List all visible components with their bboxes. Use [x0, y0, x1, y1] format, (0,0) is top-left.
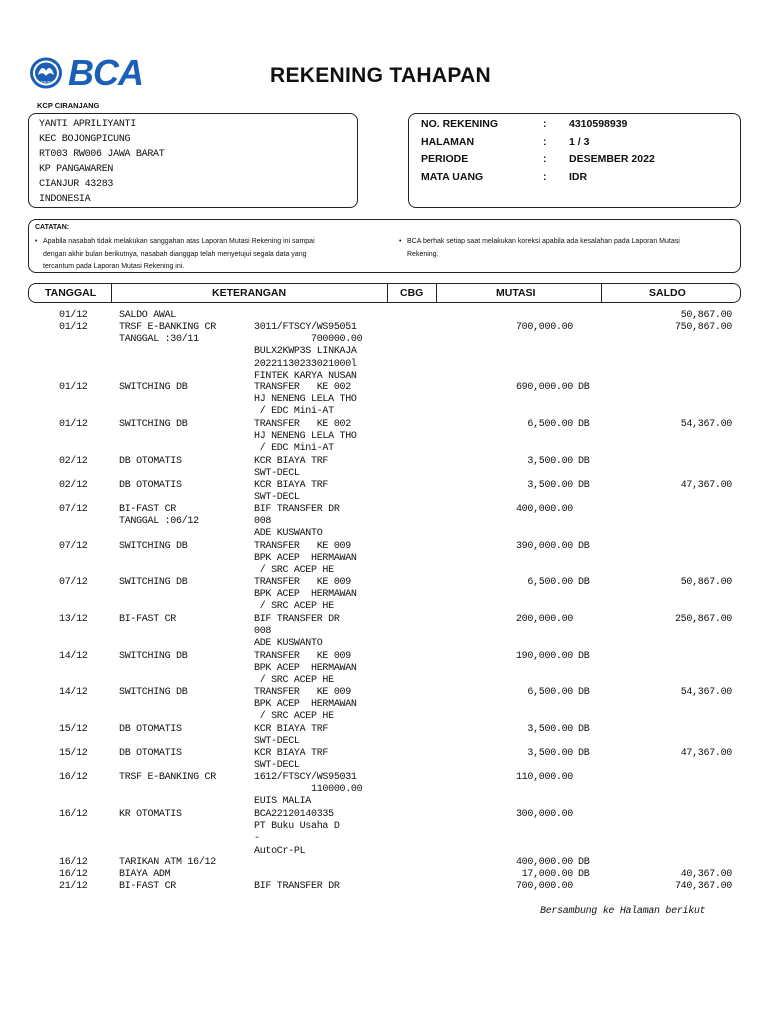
address-line: KP PANGAWAREN — [39, 164, 114, 175]
row-description: DB OTOMATIS — [119, 456, 182, 467]
row-description: DB OTOMATIS — [119, 748, 182, 759]
row-balance: 54,367.00 — [680, 687, 732, 698]
row-amount: 3,500.00 — [527, 480, 573, 491]
row-detail: TRANSFER KE 009 BPK ACEP HERMAWAN / SRC ACEP HE — [254, 577, 357, 613]
row-description: SWITCHING DB — [119, 577, 188, 588]
row-amount: 3,500.00 — [527, 724, 573, 735]
row-detail: 3011/FTSCY/WS95051 700000.00 BULX2KWP3S LINKAJA 20221130233021000l FINTEK KARYA NUSAN — [254, 322, 363, 382]
header-keterangan: KETERANGAN — [212, 287, 287, 299]
row-balance: 750,867.00 — [674, 322, 732, 333]
page-title: REKENING TAHAPAN — [270, 64, 492, 87]
notes-title: CATATAN: — [35, 224, 70, 231]
row-db-flag: DB — [578, 480, 590, 491]
row-amount: 6,500.00 — [527, 687, 573, 698]
branch-name: KCP CIRANJANG — [37, 101, 100, 110]
row-db-flag: DB — [578, 857, 590, 868]
row-description: BIAYA ADM — [119, 869, 171, 880]
table-header — [28, 283, 741, 303]
row-detail: TRANSFER KE 009 BPK ACEP HERMAWAN / SRC ACEP HE — [254, 651, 357, 687]
row-description: SWITCHING DB — [119, 419, 188, 430]
row-date: 01/12 — [59, 382, 88, 393]
row-date: 13/12 — [59, 614, 88, 625]
row-db-flag: DB — [578, 419, 590, 430]
row-balance: 250,867.00 — [674, 614, 732, 625]
address-line: KEC BOJONGPICUNG — [39, 134, 131, 145]
row-detail: BIF TRANSFER DR — [254, 881, 340, 892]
row-detail: TRANSFER KE 002 HJ NENENG LELA THO / EDC Mini-AT — [254, 382, 357, 418]
row-balance: 50,867.00 — [680, 310, 732, 321]
row-description: DB OTOMATIS — [119, 724, 182, 735]
brand-name: BCA — [68, 52, 143, 93]
row-date: 16/12 — [59, 869, 88, 880]
row-amount: 200,000.00 — [515, 614, 573, 625]
account-label: NO. REKENING — [421, 118, 499, 130]
address-line: YANTI APRILIYANTI — [39, 119, 136, 130]
row-date: 01/12 — [59, 419, 88, 430]
row-detail: 1612/FTSCY/WS95031 110000.00 EUIS MALIA — [254, 772, 363, 808]
row-amount: 190,000.00 — [515, 651, 573, 662]
bullet-icon: • — [399, 238, 402, 245]
row-detail: KCR BIAYA TRF SWT-DECL — [254, 724, 329, 748]
row-db-flag: DB — [578, 651, 590, 662]
row-date: 14/12 — [59, 687, 88, 698]
row-date: 21/12 — [59, 881, 88, 892]
row-db-flag: DB — [578, 456, 590, 467]
note-left: • Apabila nasabah tidak melakukan sanggahan atas Laporan Mutasi Rekening ini sampai dengan akhir bulan berikutnya, nasabah dianggap telah menyetujui segala data yang tercantum pada Laporan Mutasi Rekening ini. — [35, 238, 315, 270]
row-description: TARIKAN ATM 16/12 — [119, 857, 216, 868]
note-right: • BCA berhak setiap saat melakukan koreksi apabila ada kesalahan pada Laporan Mutasi Rekening. — [399, 238, 680, 258]
row-date: 16/12 — [59, 857, 88, 868]
account-label: PERIODE — [421, 153, 469, 165]
row-db-flag: DB — [578, 724, 590, 735]
row-amount: 400,000.00 — [515, 504, 573, 515]
bca-emblem-icon — [28, 56, 64, 90]
row-date: 07/12 — [59, 504, 88, 515]
row-description: BI-FAST CR — [119, 881, 177, 892]
row-balance: 54,367.00 — [680, 419, 732, 430]
row-balance: 40,367.00 — [680, 869, 732, 880]
row-amount: 3,500.00 — [527, 456, 573, 467]
row-db-flag: DB — [578, 577, 590, 588]
row-description: DB OTOMATIS — [119, 480, 182, 491]
row-amount: 300,000.00 — [515, 809, 573, 820]
row-amount: 3,500.00 — [527, 748, 573, 759]
logo-caption: BANK BCA — [38, 80, 54, 84]
row-description: BI-FAST CR — [119, 614, 177, 625]
row-balance: 50,867.00 — [680, 577, 732, 588]
row-detail: BCA22120140335 PT Buku Usaha D - AutoCr-PL — [254, 809, 340, 857]
row-detail: KCR BIAYA TRF SWT-DECL — [254, 748, 329, 772]
address-line: CIANJUR 43283 — [39, 179, 114, 190]
row-amount: 700,000.00 — [515, 322, 573, 333]
row-description: SWITCHING DB — [119, 382, 188, 393]
header-saldo: SALDO — [649, 287, 686, 299]
row-detail: KCR BIAYA TRF SWT-DECL — [254, 480, 329, 504]
row-amount: 700,000.00 — [515, 881, 573, 892]
row-description: TRSF E-BANKING CR — [119, 772, 216, 783]
row-amount: 390,000.00 — [515, 541, 573, 552]
row-amount: 6,500.00 — [527, 419, 573, 430]
address-line: RT003 RW006 JAWA BARAT — [39, 149, 165, 160]
row-date: 07/12 — [59, 577, 88, 588]
row-description: SWITCHING DB — [119, 651, 188, 662]
bullet-icon: • — [35, 238, 38, 245]
row-db-flag: DB — [578, 687, 590, 698]
row-date: 01/12 — [59, 310, 88, 321]
row-db-flag: DB — [578, 869, 590, 880]
row-date: 15/12 — [59, 724, 88, 735]
row-description: BI-FAST CR TANGGAL :06/12 — [119, 504, 199, 528]
page-number: 1 / 3 — [569, 136, 590, 148]
header-tanggal: TANGGAL — [45, 287, 97, 299]
row-amount: 17,000.00 — [521, 869, 573, 880]
row-detail: BIF TRANSFER DR 008 ADE KUSWANTO — [254, 614, 340, 650]
row-balance: 740,367.00 — [674, 881, 732, 892]
row-date: 16/12 — [59, 772, 88, 783]
row-detail: TRANSFER KE 002 HJ NENENG LELA THO / EDC Mini-AT — [254, 419, 357, 455]
row-description: KR OTOMATIS — [119, 809, 182, 820]
row-date: 16/12 — [59, 809, 88, 820]
row-amount: 6,500.00 — [527, 577, 573, 588]
row-balance: 47,367.00 — [680, 748, 732, 759]
notes-box — [28, 219, 741, 273]
account-info-box: NO. REKENING : 4310598939 HALAMAN : 1 / 3 PERIODE : DESEMBER 2022 MATA UANG : IDR — [408, 113, 741, 208]
row-description: SWITCHING DB — [119, 687, 188, 698]
bca-logo — [28, 52, 148, 93]
row-db-flag: DB — [578, 748, 590, 759]
row-date: 02/12 — [59, 456, 88, 467]
period: DESEMBER 2022 — [569, 153, 655, 165]
row-amount: 110,000.00 — [515, 772, 573, 783]
account-label: HALAMAN — [421, 136, 475, 148]
continued-note: Bersambung ke Halaman berikut — [540, 906, 706, 917]
account-number: 4310598939 — [569, 118, 628, 130]
row-date: 14/12 — [59, 651, 88, 662]
row-db-flag: DB — [578, 382, 590, 393]
row-description: SWITCHING DB — [119, 541, 188, 552]
currency: IDR — [569, 171, 588, 183]
row-detail: TRANSFER KE 009 BPK ACEP HERMAWAN / SRC ACEP HE — [254, 541, 357, 577]
address-line: INDONESIA — [39, 194, 91, 205]
row-description: SALDO AWAL — [119, 310, 177, 321]
row-detail: BIF TRANSFER DR 008 ADE KUSWANTO — [254, 504, 340, 540]
row-amount: 400,000.00 — [515, 857, 573, 868]
row-date: 02/12 — [59, 480, 88, 491]
customer-address-box — [28, 113, 358, 208]
row-description: TRSF E-BANKING CR TANGGAL :30/11 — [119, 322, 216, 346]
row-date: 01/12 — [59, 322, 88, 333]
header-mutasi: MUTASI — [496, 287, 536, 299]
row-db-flag: DB — [578, 541, 590, 552]
row-detail: TRANSFER KE 009 BPK ACEP HERMAWAN / SRC ACEP HE — [254, 687, 357, 723]
header-cbg: CBG — [400, 287, 424, 299]
row-date: 15/12 — [59, 748, 88, 759]
row-date: 07/12 — [59, 541, 88, 552]
row-amount: 690,000.00 — [515, 382, 573, 393]
row-detail: KCR BIAYA TRF SWT-DECL — [254, 456, 329, 480]
account-label: MATA UANG — [421, 171, 484, 183]
row-balance: 47,367.00 — [680, 480, 732, 491]
